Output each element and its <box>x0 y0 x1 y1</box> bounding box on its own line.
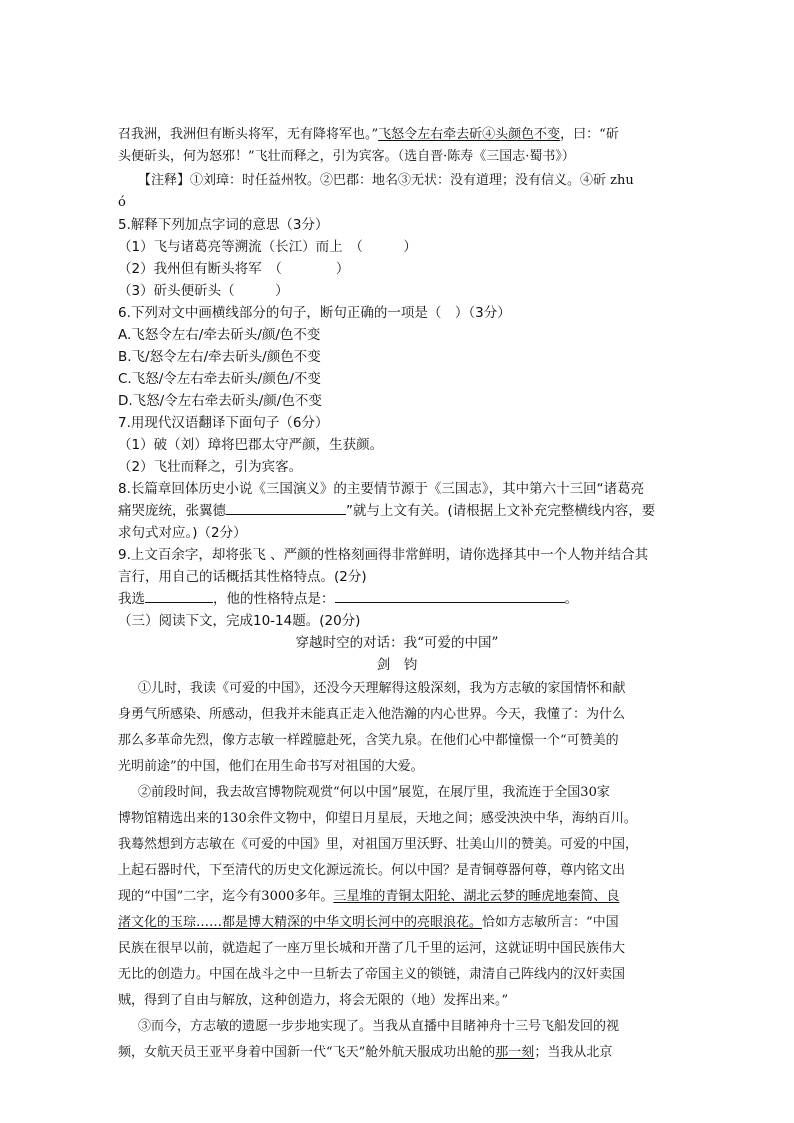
essay-p2-line-5 <box>118 886 678 908</box>
question-6-option-a: A.飞怒令左右/牵去斫头/颜/色不变 <box>118 327 321 343</box>
essay-author: 剑 钧 <box>376 657 418 673</box>
notes-line-1: 【注释】①刘璋：时任益州牧。②巴郡：地名③无状：没有道理；没有信义。④斫 zhu <box>138 173 634 188</box>
essay-p1-line-2: 身勇气所感染、所感动，但我并未能真正走入他浩瀚的内心世界。今天，我懂了：为什么 <box>118 707 626 722</box>
question-8-line-2 <box>118 500 678 522</box>
essay-p2-line-1: ②前段时间，我去故宫博物院观赏“何以中国”展览，在展厅里，我流连于全国30家 <box>138 785 610 800</box>
passage-text: 召我洲，我洲但有断头将军，无有降将军也。” <box>118 127 379 142</box>
question-6: 6.下列对文中画横线部分的句子，断句正确的一项是（ ）（3分） <box>118 305 511 321</box>
question-8-text: 痛哭庞统，张翼德 <box>118 503 226 519</box>
passage-line-1 <box>118 124 678 146</box>
underlined-sentence: 三星堆的青铜太阳轮、湖北云梦的睡虎地秦简、良 <box>333 889 620 904</box>
essay-p2-line-4: 上起石器时代，下至清代的历史文化源远流长。何以中国？是青铜尊器何尊，尊内铭文出 <box>118 863 626 878</box>
essay-p1-line-4: 光明前途”的中国，他们在用生命书写对祖国的大爱。 <box>118 759 424 774</box>
essay-p3-line-1: ③而今，方志敏的遗愿一步步地实现了。当我从直播中目睹神舟十三号飞船发回的视 <box>138 1019 620 1034</box>
question-8-line-1: 8.长篇章回体历史小说《三国演义》的主要情节源于《三国志》，其中第六十三回“诸葛亮 <box>118 481 645 497</box>
essay-p2-line-3: 我蓦然想到方志敏在《可爱的中国》里，对祖国万里沃野、壮美山川的赞美。可爱的中国， <box>118 837 639 852</box>
underlined-sentence: 飞怒令左右牵去斫④头颜色不变 <box>378 127 561 142</box>
notes-line-2: ó <box>118 195 126 210</box>
essay-p2-line-9: 贼，得到了自由与解放，这种创造力，将会无限的（地）发挥出来。” <box>118 993 509 1008</box>
essay-p3-line-2 <box>118 1042 678 1064</box>
passage-text: ，曰：“斫 <box>560 127 619 142</box>
question-9-text: 。 <box>564 591 578 607</box>
question-9-text: 我选 <box>118 591 145 607</box>
question-7-1: （1）破（刘）璋将巴郡太守严颜，生获颜。 <box>118 437 384 453</box>
essay-text: ；当我从北京 <box>534 1045 613 1060</box>
essay-p2-line-6 <box>118 912 678 934</box>
question-5-2: （2）我州但有断头将军 （ ） <box>118 261 350 277</box>
essay-text: 恰如方志敏所言：“中国 <box>482 915 619 930</box>
question-7: 7.用现代汉语翻译下面句子（6分） <box>118 415 329 431</box>
section-3-heading: （三）阅读下文，完成10-14题。(20分) <box>118 613 361 629</box>
question-8-text: ”就与上文有关。(请根据上文补充完整横线内容，要 <box>346 503 656 519</box>
question-6-option-c: C.飞怒/令左右牵去斫头/颜色/不变 <box>118 371 321 387</box>
essay-p1-line-3: 那么多革命先烈，像方志敏一样蹚臆赴死，含笑九泉。在他们心中都憧憬一个“可赞美的 <box>118 733 619 748</box>
essay-p2-line-2: 博物馆精选出来的130余件文物中，仰望日月星辰，天地之间；感受泱泱中华，海纳百川。 <box>118 811 637 826</box>
essay-p1-line-1: ①儿时，我读《可爱的中国》，还没今天理解得这般深刻，我为方志敏的家国情怀和献 <box>138 681 626 696</box>
question-5-1: （1）飞与诸葛亮等溯流（长江）而上 （ ） <box>118 239 417 255</box>
essay-p2-line-7: 民族在很早以前，就造起了一座万里长城和开凿了几千里的运河，这就证明中国民族伟大 <box>118 941 626 956</box>
question-6-option-b: B.飞/怒令左右/牵去斫头/颜色不变 <box>118 349 321 365</box>
question-9-character-blank[interactable] <box>145 588 213 603</box>
question-7-2: （2）飞壮而释之，引为宾客。 <box>118 459 303 475</box>
question-9-text: ，他的性格特点是： <box>213 591 335 607</box>
question-5: 5.解释下列加点字词的意思（3分） <box>118 217 329 233</box>
question-9-line-1: 9.上文百余字，却将张飞 、严颜的性格刻画得非常鲜明，请你选择其中一个人物并结合其 <box>118 547 649 563</box>
question-8-answer-blank[interactable] <box>226 500 346 515</box>
question-9-line-3 <box>118 588 678 610</box>
essay-text: 频，女航天员王亚平身着中国新一代“飞天”舱外航天服成功出舱的 <box>118 1045 496 1060</box>
essay-text: 现的“中国”二字，迄今有3000多年。 <box>118 889 334 904</box>
essay-title: 穿越时空的对话：我“可爱的中国” <box>295 635 499 651</box>
underlined-phrase: 那一刻 <box>495 1045 535 1060</box>
question-5-3: （3）斫头便斫头（ ） <box>118 283 289 299</box>
underlined-sentence: 渚文化的玉琮……都是博大精深的中华文明长河中的亮眼浪花。 <box>118 915 483 930</box>
essay-p2-line-8: 无比的创造力。中国在战斗之中一旦斩去了帝国主义的锁链，肃清自己阵线内的汉奸卖国 <box>118 967 626 982</box>
question-8-line-3: 求句式对应。)（2分） <box>118 525 247 541</box>
passage-line-2: 头便斫头，何为怒邪！”飞壮而释之，引为宾客。（选自晋·陈寿《三国志·蜀书》） <box>118 149 575 164</box>
question-9-traits-blank[interactable] <box>335 588 565 603</box>
question-6-option-d: D.飞怒/令左右牵去斫头/颜/色不变 <box>118 393 322 409</box>
question-9-line-2: 言行，用自己的话概括其性格特点。(2分) <box>118 569 367 585</box>
